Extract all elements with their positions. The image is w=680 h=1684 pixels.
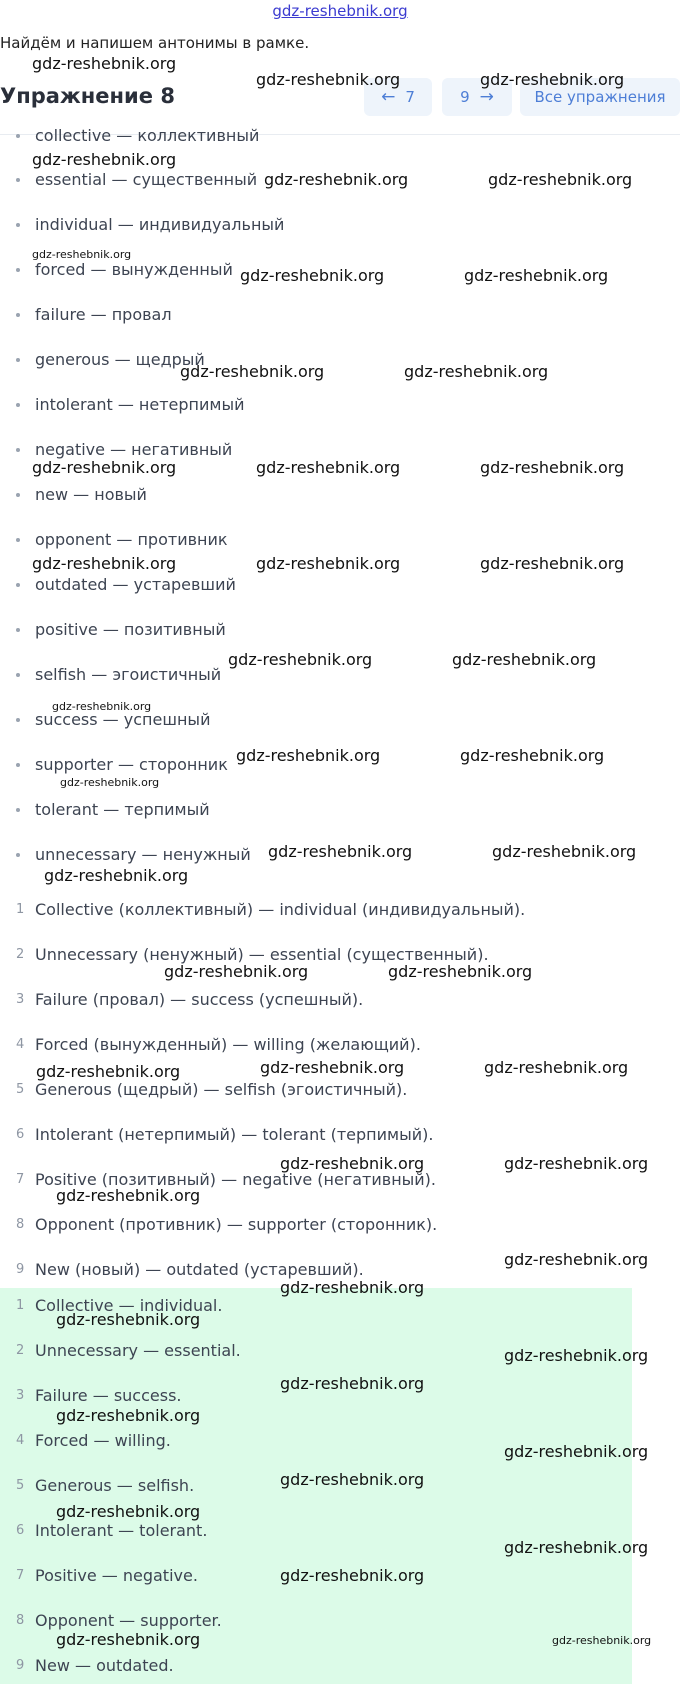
- bullet-icon: [16, 538, 20, 542]
- watermark: gdz-reshebnik.org: [280, 1566, 425, 1585]
- arrow-left-icon: ←: [381, 87, 396, 107]
- watermark: gdz-reshebnik.org: [388, 962, 533, 981]
- watermark: gdz-reshebnik.org: [460, 746, 605, 765]
- watermark: gdz-reshebnik.org: [60, 776, 160, 789]
- bullet-icon: [16, 358, 20, 362]
- watermark: gdz-reshebnik.org: [240, 266, 385, 285]
- watermark: gdz-reshebnik.org: [504, 1250, 649, 1269]
- page-title: Упражнение 8: [0, 84, 175, 108]
- bullet-icon: [16, 808, 20, 812]
- bullet-icon: [16, 763, 20, 767]
- bullet-icon: [16, 313, 20, 317]
- watermark: gdz-reshebnik.org: [52, 700, 152, 713]
- next-exercise-label: 9: [460, 88, 470, 106]
- watermark: gdz-reshebnik.org: [260, 1058, 405, 1077]
- watermark: gdz-reshebnik.org: [504, 1346, 649, 1365]
- bullet-icon: [16, 178, 20, 182]
- watermark: gdz-reshebnik.org: [464, 266, 609, 285]
- bullet-icon: [16, 673, 20, 677]
- watermark: gdz-reshebnik.org: [480, 554, 625, 573]
- watermark: gdz-reshebnik.org: [280, 1154, 425, 1173]
- watermark: gdz-reshebnik.org: [504, 1538, 649, 1557]
- watermark: gdz-reshebnik.org: [236, 746, 381, 765]
- bullet-icon: [16, 628, 20, 632]
- watermark: gdz-reshebnik.org: [32, 54, 177, 73]
- watermark: gdz-reshebnik.org: [280, 1470, 425, 1489]
- watermark: gdz-reshebnik.org: [44, 866, 189, 885]
- watermark: gdz-reshebnik.org: [228, 650, 373, 669]
- watermark: gdz-reshebnik.org: [256, 458, 401, 477]
- bullet-icon: [16, 493, 20, 497]
- watermark: gdz-reshebnik.org: [164, 962, 309, 981]
- watermark: gdz-reshebnik.org: [36, 1062, 181, 1081]
- watermark: gdz-reshebnik.org: [404, 362, 549, 381]
- watermark: gdz-reshebnik.org: [480, 70, 625, 89]
- bullet-icon: [16, 583, 20, 587]
- bullet-icon: [16, 134, 20, 138]
- watermark: gdz-reshebnik.org: [56, 1186, 201, 1205]
- intro-text: Найдём и напишем антонимы в рамке.: [0, 34, 310, 52]
- watermark: gdz-reshebnik.org: [480, 458, 625, 477]
- watermark: gdz-reshebnik.org: [504, 1154, 649, 1173]
- watermark: gdz-reshebnik.org: [264, 170, 409, 189]
- watermark: gdz-reshebnik.org: [484, 1058, 629, 1077]
- watermark: gdz-reshebnik.org: [56, 1310, 201, 1329]
- watermark: gdz-reshebnik.org: [32, 458, 177, 477]
- watermark: gdz-reshebnik.org: [32, 248, 132, 261]
- watermark: gdz-reshebnik.org: [268, 842, 413, 861]
- bullet-icon: [16, 268, 20, 272]
- watermark: gdz-reshebnik.org: [32, 554, 177, 573]
- watermark: gdz-reshebnik.org: [452, 650, 597, 669]
- prev-exercise-label: 7: [405, 88, 415, 106]
- watermark: gdz-reshebnik.org: [488, 170, 633, 189]
- watermark: gdz-reshebnik.org: [180, 362, 325, 381]
- watermark: gdz-reshebnik.org: [32, 150, 177, 169]
- bullet-icon: [16, 403, 20, 407]
- watermark: gdz-reshebnik.org: [492, 842, 637, 861]
- watermark: gdz-reshebnik.org: [256, 70, 401, 89]
- watermark: gdz-reshebnik.org: [256, 554, 401, 573]
- site-header-link[interactable]: gdz-reshebnik.org: [272, 2, 408, 20]
- bullet-icon: [16, 718, 20, 722]
- all-exercises-label: Все упражнения: [534, 88, 666, 106]
- watermark: gdz-reshebnik.org: [504, 1442, 649, 1461]
- watermark: gdz-reshebnik.org: [56, 1406, 201, 1425]
- watermark: gdz-reshebnik.org: [280, 1278, 425, 1297]
- watermark: gdz-reshebnik.org: [56, 1630, 201, 1649]
- bullet-icon: [16, 223, 20, 227]
- bullet-icon: [16, 448, 20, 452]
- watermark: gdz-reshebnik.org: [56, 1502, 201, 1521]
- bullet-icon: [16, 853, 20, 857]
- watermark: gdz-reshebnik.org: [280, 1374, 425, 1393]
- watermark: gdz-reshebnik.org: [552, 1634, 652, 1647]
- arrow-right-icon: →: [479, 87, 494, 107]
